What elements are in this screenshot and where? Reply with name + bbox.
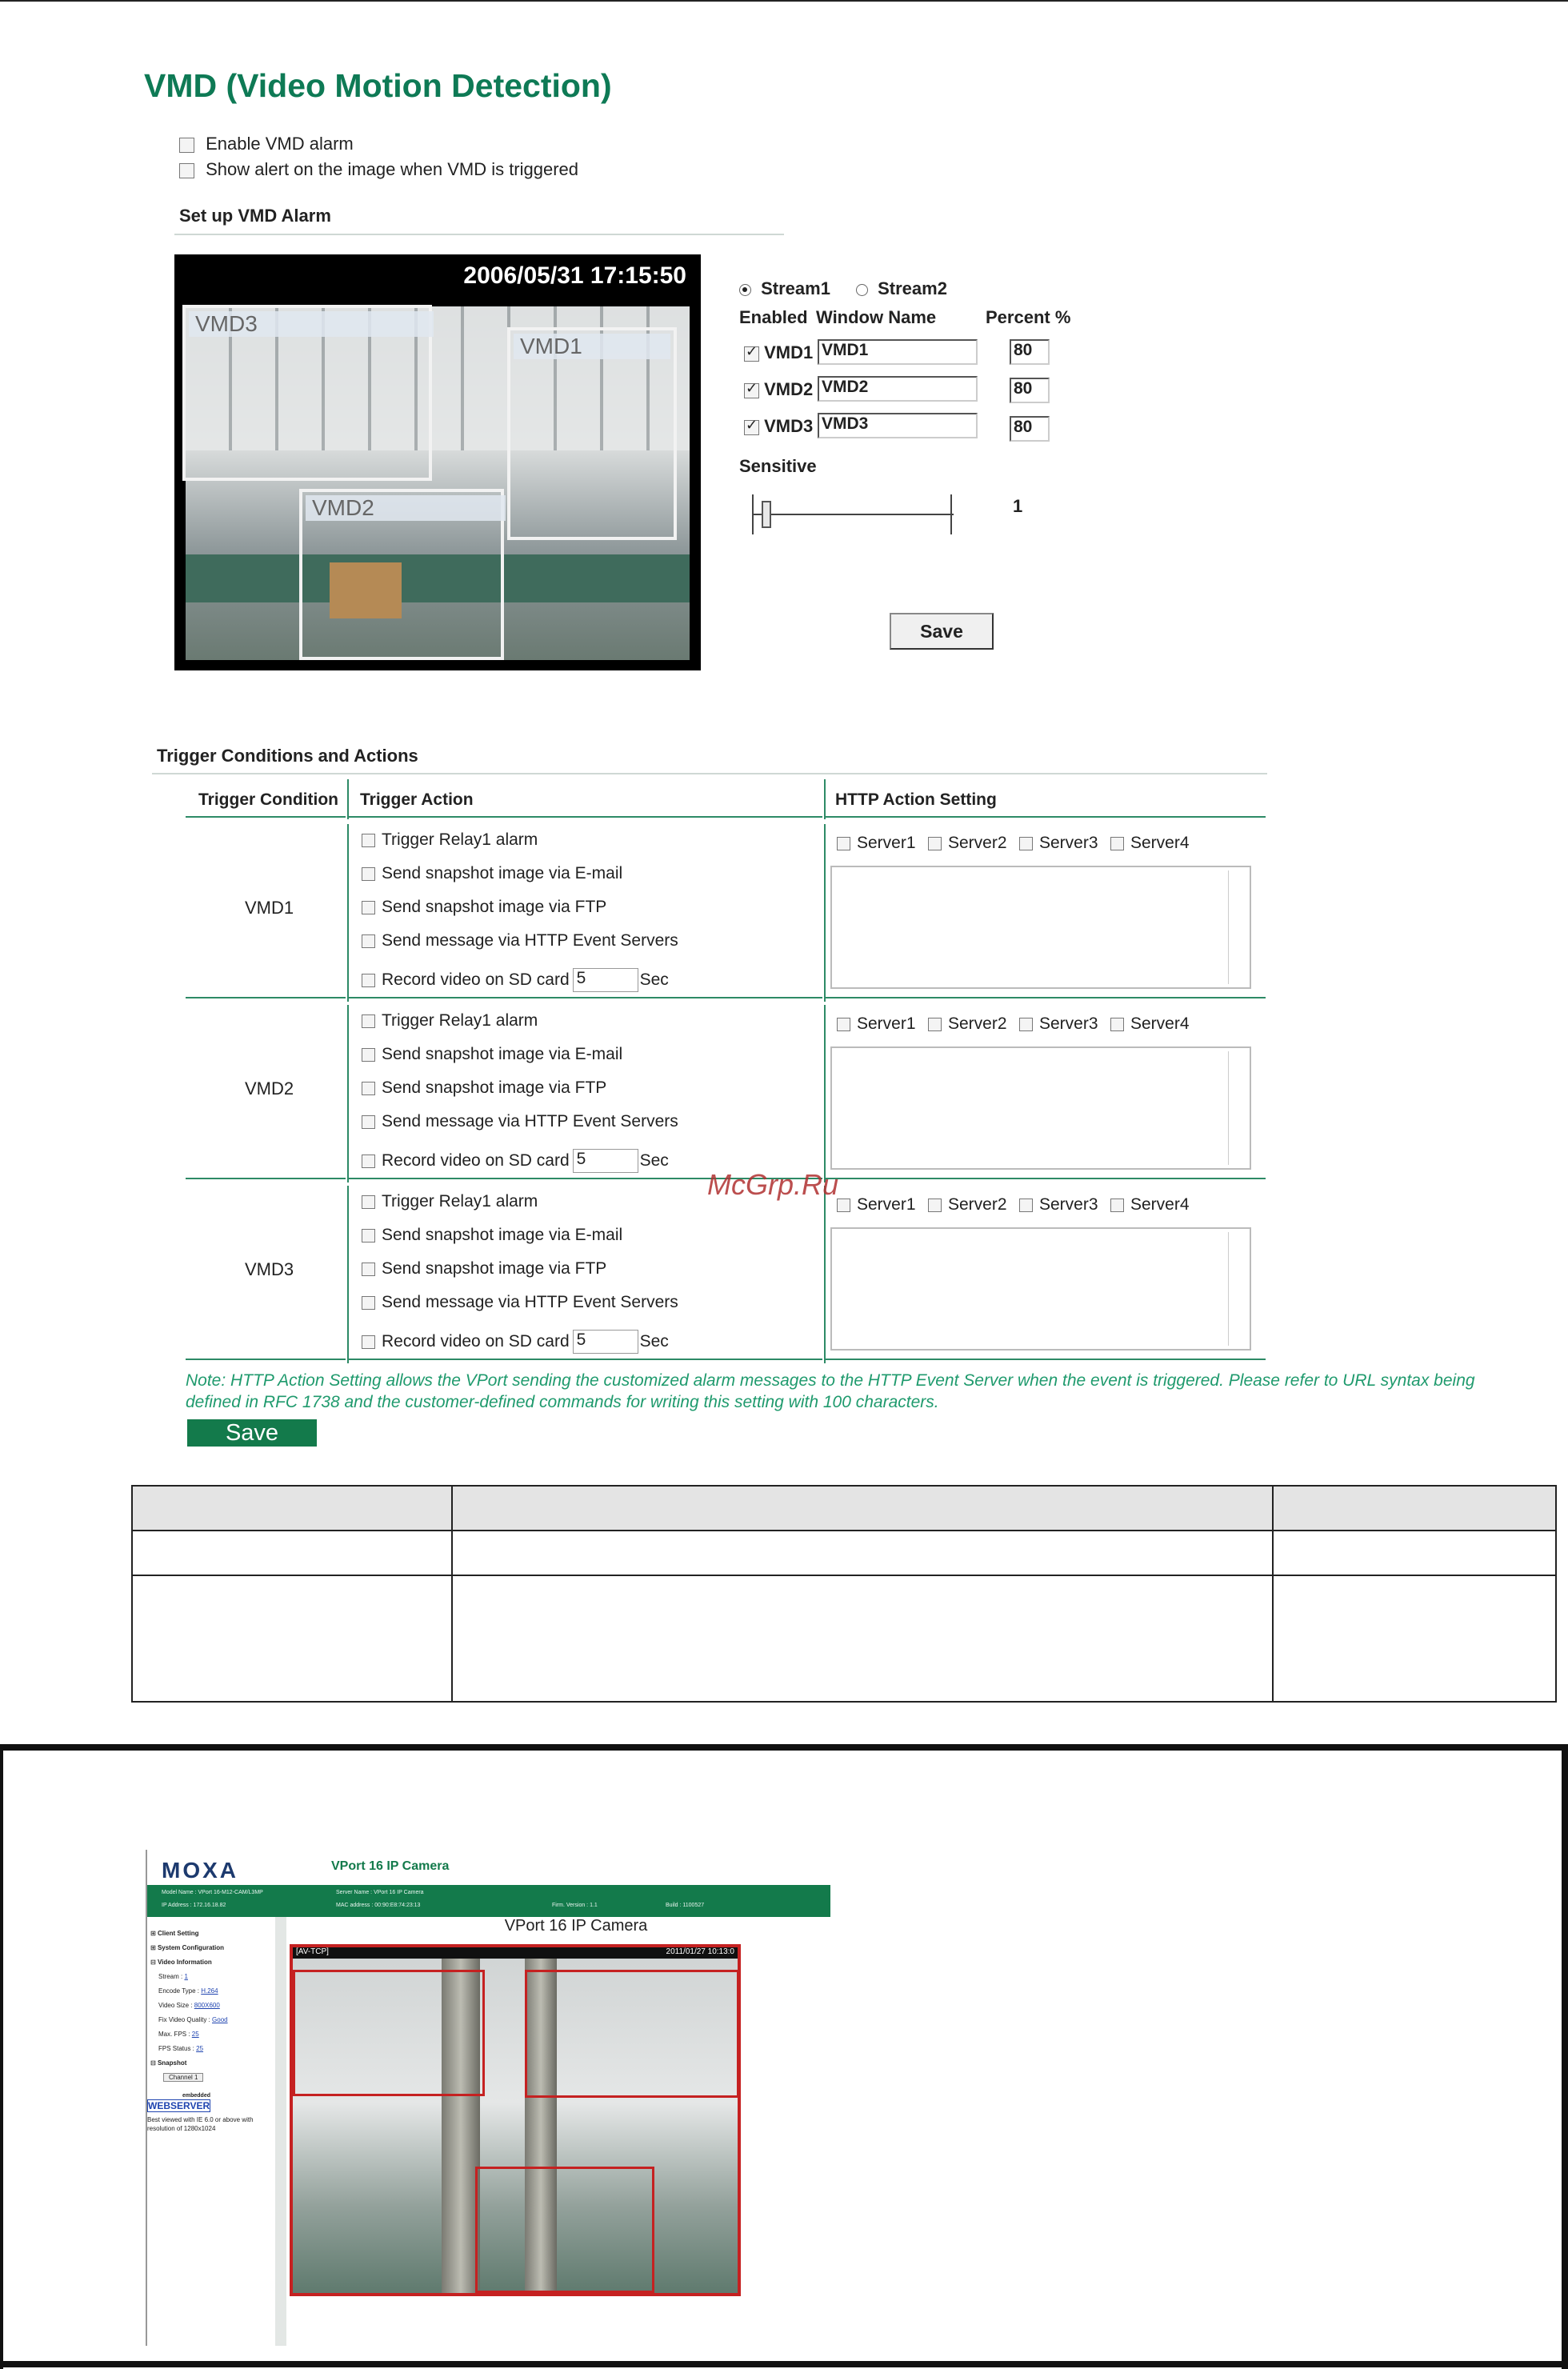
trigger-action-option[interactable] <box>362 931 678 950</box>
trigger-action-option[interactable] <box>362 1293 678 1312</box>
stream1-radio[interactable] <box>739 284 751 296</box>
server-label: Server4 <box>1130 1014 1190 1033</box>
camera-timestamp: 2006/05/31 17:15:50 <box>463 262 686 289</box>
trigger-action-option[interactable] <box>362 1045 622 1064</box>
textarea-scrollbar[interactable] <box>1228 870 1246 984</box>
moxa-webserver-badge: WEBSERVER <box>148 2100 210 2111</box>
trigger-action-checkbox[interactable] <box>362 867 375 881</box>
enable-vmd-label: Enable VMD alarm <box>206 134 354 154</box>
http-action-textarea[interactable] <box>830 1227 1251 1351</box>
server-label: Server2 <box>948 834 1007 852</box>
trigger-action-label: Send snapshot image via E-mail <box>382 1226 623 1244</box>
empty-table <box>131 1485 1557 1703</box>
header-underline <box>349 816 822 818</box>
vmd2-zone-label: VMD2 <box>306 495 506 521</box>
row-divider <box>349 1359 822 1360</box>
header-underline <box>186 816 346 818</box>
vmd3-percent-input[interactable]: 80 <box>1010 416 1050 442</box>
textarea-scrollbar[interactable] <box>1228 1051 1246 1165</box>
server-label: Server4 <box>1130 1195 1190 1214</box>
trigger-action-label: Send message via HTTP Event Servers <box>382 931 678 950</box>
trigger-action-option[interactable] <box>362 1112 678 1131</box>
server-label: Server1 <box>857 834 916 852</box>
server-label: Server3 <box>1039 1195 1098 1214</box>
trigger-action-label: Record video on SD card <box>382 1331 570 1351</box>
http-note: Note: HTTP Action Setting allows the VPort sending the customized alarm messages to the HTTP Event Server when the event is triggered. Please refer to URL syntax being defined in RFC 1738 and the customer-defined commands for writing this setting with 100 characters. <box>186 1371 1475 1411</box>
vmd2-row-label: VMD2 <box>764 379 814 399</box>
vmd1-zone[interactable] <box>507 327 677 540</box>
moxa-video-info: ⊟ Video Information <box>150 1959 212 1966</box>
trigger-action-checkbox[interactable] <box>362 1296 375 1310</box>
frame-border <box>0 1744 3 2369</box>
record-seconds-input[interactable]: 5 <box>573 968 638 992</box>
record-seconds-input[interactable]: 5 <box>573 1149 638 1173</box>
server-label: Server4 <box>1130 834 1190 852</box>
server-option[interactable] <box>1110 834 1190 853</box>
server-option[interactable] <box>1019 1014 1098 1034</box>
trigger-action-label: Send snapshot image via E-mail <box>382 864 623 882</box>
frame-border <box>1562 1744 1568 2369</box>
server-checkbox[interactable] <box>1019 1018 1033 1031</box>
trigger-divider <box>152 773 1267 774</box>
trigger-action-checkbox[interactable] <box>362 1048 375 1062</box>
table-cell <box>1273 1486 1556 1531</box>
trigger-action-checkbox[interactable] <box>362 1082 375 1095</box>
table-cell <box>1273 1531 1556 1575</box>
trigger-action-checkbox[interactable] <box>362 834 375 847</box>
col-trigger-action: Trigger Action <box>360 790 474 809</box>
server-option[interactable] <box>1110 1014 1190 1034</box>
server-option[interactable] <box>837 834 916 853</box>
trigger-action-checkbox[interactable] <box>362 1263 375 1276</box>
server-option[interactable] <box>1019 834 1098 853</box>
server-checkbox[interactable] <box>1019 1199 1033 1212</box>
trigger-action-checkbox[interactable] <box>362 901 375 914</box>
trigger-action-checkbox[interactable] <box>362 1195 375 1209</box>
server-option[interactable] <box>1019 1195 1098 1215</box>
server-label: Server2 <box>948 1195 1007 1214</box>
moxa-video-size: Video Size : 800X600 <box>158 2002 220 2009</box>
vmd3-row-label: VMD3 <box>764 416 814 436</box>
table-cell <box>452 1575 1273 1702</box>
vmd1-row[interactable] <box>744 342 813 363</box>
watermark: McGrp.Ru <box>707 1168 839 1201</box>
row-sep <box>347 824 349 1002</box>
server-checkbox[interactable] <box>928 837 942 850</box>
save-trigger-button[interactable]: Save <box>187 1419 317 1447</box>
trigger-action-checkbox[interactable] <box>362 1115 375 1129</box>
server-option[interactable] <box>1110 1195 1190 1215</box>
trigger-action-label: Record video on SD card <box>382 970 570 989</box>
trigger-action-label: Send snapshot image via FTP <box>382 1078 607 1097</box>
server-checkbox[interactable] <box>1019 837 1033 850</box>
server-checkbox[interactable] <box>1110 837 1124 850</box>
moxa-zone <box>525 1970 739 2098</box>
vmd2-enabled-checkbox[interactable] <box>744 383 759 398</box>
stream2-option[interactable] <box>856 278 947 299</box>
trigger-row-label: VMD1 <box>245 898 294 918</box>
moxa-header-title: VPort 16 IP Camera <box>331 1859 450 1873</box>
row-sep <box>824 1186 826 1363</box>
moxa-server: Server Name : VPort 16 IP Camera <box>336 1890 424 1895</box>
moxa-best-viewed: Best viewed with IE 6.0 or above with resolution of 1280x1024 <box>147 2116 254 2132</box>
stream2-label: Stream2 <box>878 278 947 298</box>
row-sep <box>824 824 826 1002</box>
trigger-heading: Trigger Conditions and Actions <box>157 746 418 766</box>
row-sep <box>347 1186 349 1363</box>
trigger-action-label: Send snapshot image via FTP <box>382 898 607 916</box>
stream2-radio[interactable] <box>856 284 868 296</box>
vmd2-name-input[interactable]: VMD2 <box>818 376 978 402</box>
trigger-row-label: VMD3 <box>245 1259 294 1279</box>
setup-heading: Set up VMD Alarm <box>179 206 331 226</box>
vmd3-zone[interactable] <box>182 305 432 481</box>
moxa-view-time: 2011/01/27 10:13:0 <box>666 1947 734 1956</box>
col-percent: Percent % <box>986 307 1071 327</box>
moxa-live-view <box>290 1944 741 2296</box>
trigger-action-checkbox[interactable] <box>362 934 375 948</box>
trigger-action-label: Send message via HTTP Event Servers <box>382 1293 678 1311</box>
moxa-max-fps: Max. FPS : 25 <box>158 2031 199 2038</box>
trigger-action-option[interactable] <box>362 1226 622 1245</box>
server-option[interactable] <box>837 1195 916 1215</box>
vmd3-enabled-checkbox[interactable] <box>744 420 759 435</box>
moxa-system-config[interactable]: ⊞ System Configuration <box>150 1944 225 1951</box>
frame-border <box>0 2361 1568 2367</box>
trigger-action-label: Send snapshot image via FTP <box>382 1259 607 1278</box>
row-sep <box>347 1005 349 1182</box>
row-divider <box>186 997 346 998</box>
row-divider <box>349 997 822 998</box>
vmd3-zone-label: VMD3 <box>189 311 434 337</box>
stream1-option[interactable] <box>739 278 830 299</box>
table-cell <box>132 1531 452 1575</box>
server-option[interactable] <box>928 1195 1007 1215</box>
moxa-ip: IP Address : 172.16.18.82 <box>162 1903 226 1908</box>
col-http-action: HTTP Action Setting <box>835 790 997 809</box>
server-label: Server1 <box>857 1014 916 1033</box>
enable-vmd-option[interactable] <box>179 134 354 154</box>
sec-label: Sec <box>639 1150 669 1170</box>
camera-image <box>186 306 690 660</box>
server-label: Server3 <box>1039 1014 1098 1033</box>
moxa-screenshot <box>146 1850 830 2346</box>
table-cell <box>132 1575 452 1702</box>
server-option[interactable] <box>928 1014 1007 1034</box>
table-cell <box>1273 1575 1556 1702</box>
vmd2-row[interactable] <box>744 379 813 400</box>
moxa-client-setting[interactable]: ⊞ Client Setting <box>150 1930 199 1937</box>
trigger-action-option[interactable] <box>362 830 538 850</box>
server-checkbox[interactable] <box>1110 1199 1124 1212</box>
moxa-badge-top: embedded <box>182 2093 211 2099</box>
moxa-mac: MAC address : 00:90:E8:74:23:13 <box>336 1903 421 1908</box>
vmd1-name-input[interactable]: VMD1 <box>818 339 978 365</box>
show-alert-checkbox[interactable] <box>179 163 194 178</box>
trigger-action-option[interactable] <box>362 864 622 883</box>
moxa-model: Model Name : VPort 16-M12-CAM/L3MP <box>162 1890 263 1895</box>
row-divider <box>826 1178 1266 1179</box>
row-sep <box>824 1005 826 1182</box>
save-vmd-button[interactable]: Save <box>890 613 994 650</box>
moxa-info-bar <box>147 1885 830 1917</box>
setup-divider <box>174 234 784 235</box>
moxa-build: Build : 1100527 <box>666 1903 705 1908</box>
slider-tick-left <box>752 494 754 534</box>
record-seconds-input[interactable]: 5 <box>573 1330 638 1354</box>
moxa-channel[interactable]: Channel 1 <box>147 2071 275 2085</box>
table-cell <box>452 1531 1273 1575</box>
header-sep <box>347 779 349 819</box>
header-sep <box>824 779 826 819</box>
show-alert-option[interactable] <box>179 159 578 180</box>
server-label: Server2 <box>948 1014 1007 1033</box>
vmd1-row-label: VMD1 <box>764 342 814 362</box>
trigger-action-label: Send snapshot image via E-mail <box>382 1045 623 1063</box>
trigger-action-option[interactable] <box>362 1330 669 1354</box>
vmd2-zone[interactable] <box>299 489 504 660</box>
trigger-action-label: Record video on SD card <box>382 1150 570 1170</box>
trigger-action-option[interactable] <box>362 968 669 992</box>
header-underline <box>826 816 1266 818</box>
server-checkbox[interactable] <box>928 1199 942 1212</box>
col-enabled: Enabled <box>739 307 808 327</box>
trigger-action-option[interactable] <box>362 898 606 917</box>
frame-border <box>0 1744 1568 1751</box>
row-divider <box>186 1178 346 1179</box>
vmd1-percent-input[interactable]: 80 <box>1010 339 1050 365</box>
trigger-action-checkbox[interactable] <box>362 1335 375 1349</box>
trigger-action-option[interactable] <box>362 1192 538 1211</box>
trigger-action-label: Trigger Relay1 alarm <box>382 1192 538 1211</box>
trigger-action-option[interactable] <box>362 1149 669 1173</box>
sensitive-value: 1 <box>1013 496 1023 516</box>
http-action-textarea[interactable] <box>830 1046 1251 1170</box>
trigger-action-label: Trigger Relay1 alarm <box>382 1011 538 1030</box>
row-divider <box>186 1359 346 1360</box>
server-label: Server1 <box>857 1195 916 1214</box>
vmd3-name-input[interactable]: VMD3 <box>818 413 978 438</box>
moxa-zone <box>475 2167 654 2293</box>
moxa-view-bar <box>293 1947 738 1959</box>
vmd1-enabled-checkbox[interactable] <box>744 346 759 362</box>
page-title: VMD (Video Motion Detection) <box>144 67 612 104</box>
row-divider <box>826 997 1266 998</box>
sensitive-slider-thumb[interactable] <box>762 501 771 528</box>
trigger-action-option[interactable] <box>362 1078 606 1098</box>
trigger-action-option[interactable] <box>362 1011 538 1030</box>
trigger-action-checkbox[interactable] <box>362 1154 375 1168</box>
sec-label: Sec <box>639 970 669 989</box>
vmd1-zone-label: VMD1 <box>514 334 670 359</box>
http-action-textarea[interactable] <box>830 866 1251 989</box>
enable-vmd-checkbox[interactable] <box>179 138 194 153</box>
trigger-action-option[interactable] <box>362 1259 606 1279</box>
vmd3-row[interactable] <box>744 416 813 437</box>
moxa-encode: Encode Type : H.264 <box>158 1987 218 1995</box>
moxa-stream: Stream : 1 <box>158 1973 188 1980</box>
table-cell <box>132 1486 452 1531</box>
server-checkbox[interactable] <box>837 1199 850 1212</box>
moxa-logo: MOXA <box>162 1858 238 1883</box>
trigger-row-label: VMD2 <box>245 1078 294 1098</box>
trigger-action-label: Send message via HTTP Event Servers <box>382 1112 678 1130</box>
moxa-snapshot: ⊟ Snapshot <box>150 2059 187 2067</box>
server-label: Server3 <box>1039 834 1098 852</box>
trigger-action-checkbox[interactable] <box>362 1229 375 1243</box>
table-cell <box>452 1486 1273 1531</box>
trigger-action-label: Trigger Relay1 alarm <box>382 830 538 849</box>
server-option[interactable] <box>837 1014 916 1034</box>
slider-tick-right <box>950 494 952 534</box>
server-option[interactable] <box>928 834 1007 853</box>
server-checkbox[interactable] <box>928 1018 942 1031</box>
col-window-name: Window Name <box>816 307 937 327</box>
trigger-action-checkbox[interactable] <box>362 1014 375 1028</box>
server-checkbox[interactable] <box>837 837 850 850</box>
moxa-page-title: VPort 16 IP Camera <box>504 1917 648 1935</box>
moxa-view-label: [AV-TCP] <box>296 1947 329 1956</box>
show-alert-label: Show alert on the image when VMD is triggered <box>206 159 579 179</box>
textarea-scrollbar[interactable] <box>1228 1232 1246 1346</box>
col-trigger-condition: Trigger Condition <box>198 790 338 809</box>
moxa-zone <box>293 1970 485 2096</box>
server-checkbox[interactable] <box>1110 1018 1124 1031</box>
sec-label: Sec <box>639 1331 669 1351</box>
moxa-firmware: Firm. Version : 1.1 <box>552 1903 598 1908</box>
top-rule <box>0 0 1568 2</box>
stream1-label: Stream1 <box>761 278 830 298</box>
trigger-action-checkbox[interactable] <box>362 974 375 987</box>
moxa-quality: Fix Video Quality : Good <box>158 2016 228 2023</box>
vmd2-percent-input[interactable]: 80 <box>1010 378 1050 403</box>
moxa-fps-status: FPS Status : 25 <box>158 2045 204 2052</box>
sensitive-label: Sensitive <box>739 456 817 476</box>
sensitive-slider-track[interactable] <box>752 514 954 515</box>
row-divider <box>826 1359 1266 1360</box>
server-checkbox[interactable] <box>837 1018 850 1031</box>
